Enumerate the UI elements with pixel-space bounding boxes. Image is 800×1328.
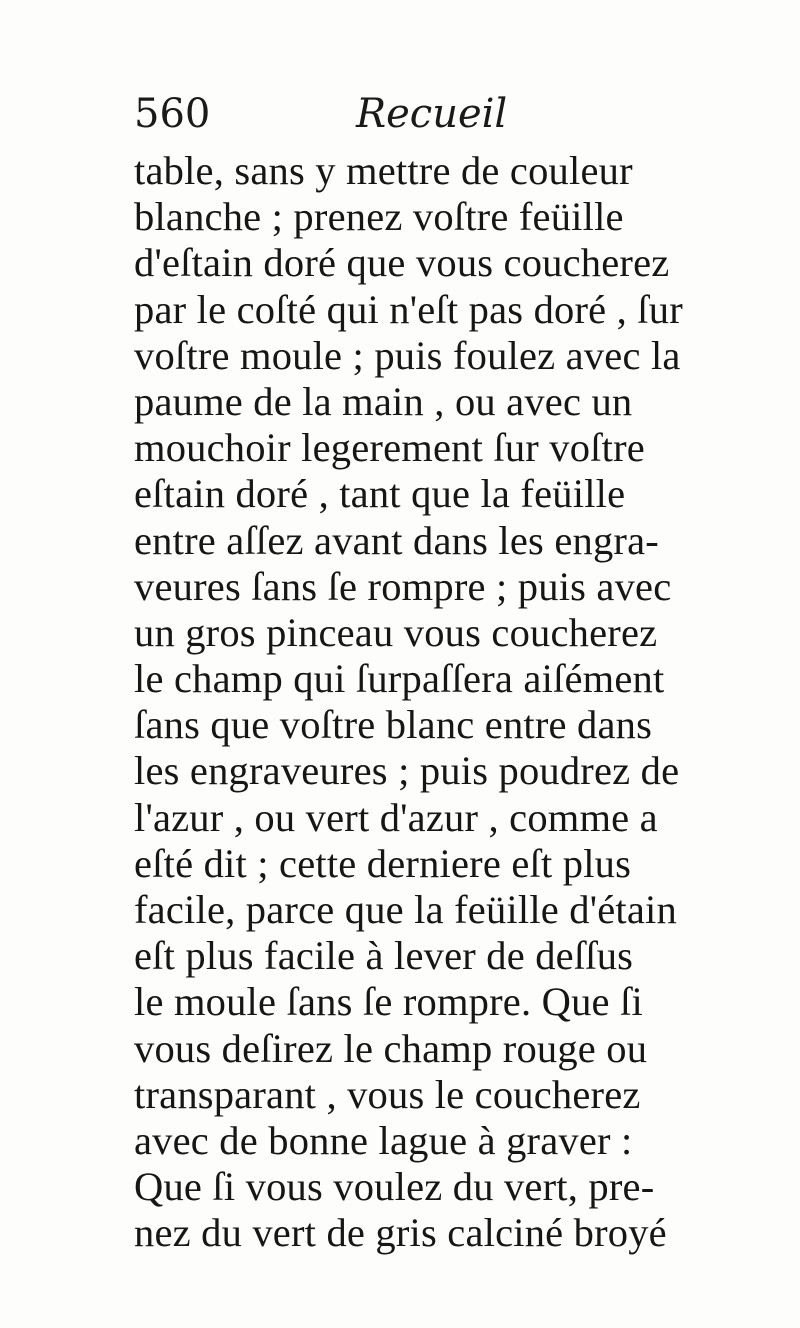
text-line: voſtre moule ; puis foulez avec la <box>134 332 681 378</box>
text-line: eſtain doré , tant que la feüille <box>134 471 626 517</box>
text-line: vous deſirez le champ rouge ou <box>134 1025 648 1071</box>
page-number: 560 <box>134 91 211 137</box>
text-line: avec de bonne lague à graver : <box>134 1117 633 1163</box>
body-text <box>134 148 694 1257</box>
text-line: ſans que voſtre blanc entre dans <box>134 702 653 748</box>
text-line: paume de la main , ou avec un <box>134 378 633 424</box>
text-line: les engraveures ; puis poudrez de <box>134 748 680 794</box>
running-head: Recueil <box>356 91 508 137</box>
text-line: l'azur , ou vert d'azur , comme a <box>134 794 658 840</box>
text-line: entre aſſez avant dans les engra- <box>134 517 659 563</box>
text-line: veures ſans ſe rompre ; puis avec <box>134 563 672 609</box>
text-line: eſt plus facile à lever de deſſus <box>134 933 634 979</box>
text-line: un gros pinceau vous coucherez <box>134 609 658 655</box>
text-line: facile, parce que la feüille d'étain <box>134 887 677 932</box>
text-line: le moule ſans ſe rompre. Que ſi <box>134 979 643 1025</box>
text-line: transparant , vous le coucherez <box>134 1071 641 1117</box>
text-line: d'eſtain doré que vous coucherez <box>134 240 670 286</box>
text-line: mouchoir legerement ſur voſtre <box>134 425 645 471</box>
text-line: blanche ; prenez voſtre feüille <box>134 194 624 240</box>
text-line: par le coſté qui n'eſt pas doré , ſur <box>134 286 683 332</box>
text-line: table, sans y mettre de couleur <box>134 148 633 193</box>
page-header <box>134 88 674 140</box>
text-line: Que ſi vous voulez du vert, pre- <box>134 1164 655 1210</box>
text-line: eſté dit ; cette derniere eſt plus <box>134 840 632 886</box>
text-line: le champ qui ſurpaſſera aiſément <box>134 656 665 702</box>
text-line: nez du vert de gris calciné broyé <box>134 1210 667 1256</box>
